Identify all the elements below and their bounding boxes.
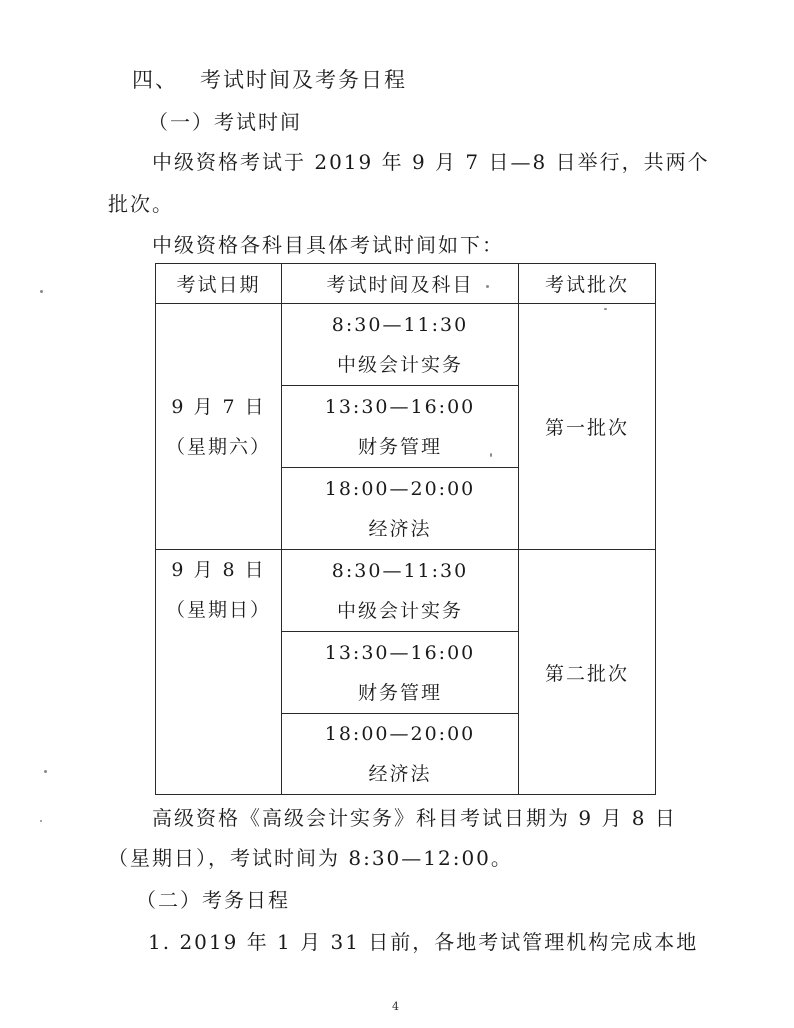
session-cell: [282, 550, 519, 632]
session-subject: 中级会计实务: [336, 599, 463, 622]
subsection-title-exam-schedule: （二）考务日程: [136, 888, 290, 912]
session-cell: [282, 386, 519, 468]
batch-cell-day1: 第一批次: [519, 304, 656, 550]
date-text: 9 月 7 日: [171, 395, 266, 418]
session-cell: [282, 304, 519, 386]
date-cell-day1: [156, 304, 282, 550]
section-heading: [132, 68, 407, 92]
intro-paragraph-line-1: 中级资格考试于 2019 年 9 月 7 日—8 日举行，共两个: [152, 150, 710, 174]
session-cell: [282, 632, 519, 714]
page-number: 4: [392, 1000, 399, 1013]
weekday-text: （星期日）: [165, 599, 271, 621]
weekday-text: （星期六）: [165, 435, 271, 458]
senior-exam-paragraph-line-2: （星期日），考试时间为 8:30—12:00。: [108, 846, 513, 870]
header-exam-batch: 考试批次: [519, 264, 656, 304]
intro-paragraph-line-2: 批次。: [108, 192, 174, 216]
table-row: [156, 304, 656, 386]
session-time: 18:00—20:00: [324, 723, 476, 745]
table-row: [156, 550, 656, 632]
session-cell: [282, 468, 519, 550]
session-time: 13:30—16:00: [324, 641, 476, 664]
scan-speck: [486, 285, 489, 288]
senior-exam-paragraph-line-1: 高级资格《高级会计实务》科目考试日期为 9 月 8 日: [152, 806, 677, 830]
schedule-item-1: 1. 2019 年 1 月 31 日前，各地考试管理机构完成本地: [148, 930, 699, 954]
subsection-title-exam-time: （一）考试时间: [148, 110, 302, 134]
exam-schedule-table: [155, 263, 656, 795]
scan-speck: [40, 290, 43, 293]
section-number: 四、: [132, 68, 178, 92]
session-subject: 财务管理: [357, 435, 442, 458]
batch-cell-day2: 第二批次: [519, 550, 656, 795]
section-title: 考试时间及考务日程: [200, 68, 407, 92]
session-cell: [282, 714, 519, 795]
date-text: 9 月 8 日: [171, 559, 266, 581]
session-subject: 中级会计实务: [336, 353, 463, 376]
session-subject: 经济法: [368, 763, 432, 785]
table-header-row: [156, 264, 656, 304]
scan-speck: [44, 770, 47, 773]
scan-speck: [490, 453, 492, 457]
table-lead-paragraph: 中级资格各科目具体考试时间如下：: [152, 233, 504, 257]
date-cell-day2: [156, 550, 282, 795]
header-exam-time-subject: 考试时间及科目: [282, 264, 519, 304]
session-time: 8:30—11:30: [331, 313, 469, 336]
session-time: 18:00—20:00: [324, 477, 476, 500]
session-time: 13:30—16:00: [324, 395, 476, 418]
session-time: 8:30—11:30: [331, 559, 469, 582]
session-subject: 经济法: [368, 517, 432, 540]
scan-speck: [604, 308, 607, 310]
header-exam-date: 考试日期: [156, 264, 282, 304]
scan-speck: [40, 820, 42, 822]
session-subject: 财务管理: [357, 681, 442, 704]
